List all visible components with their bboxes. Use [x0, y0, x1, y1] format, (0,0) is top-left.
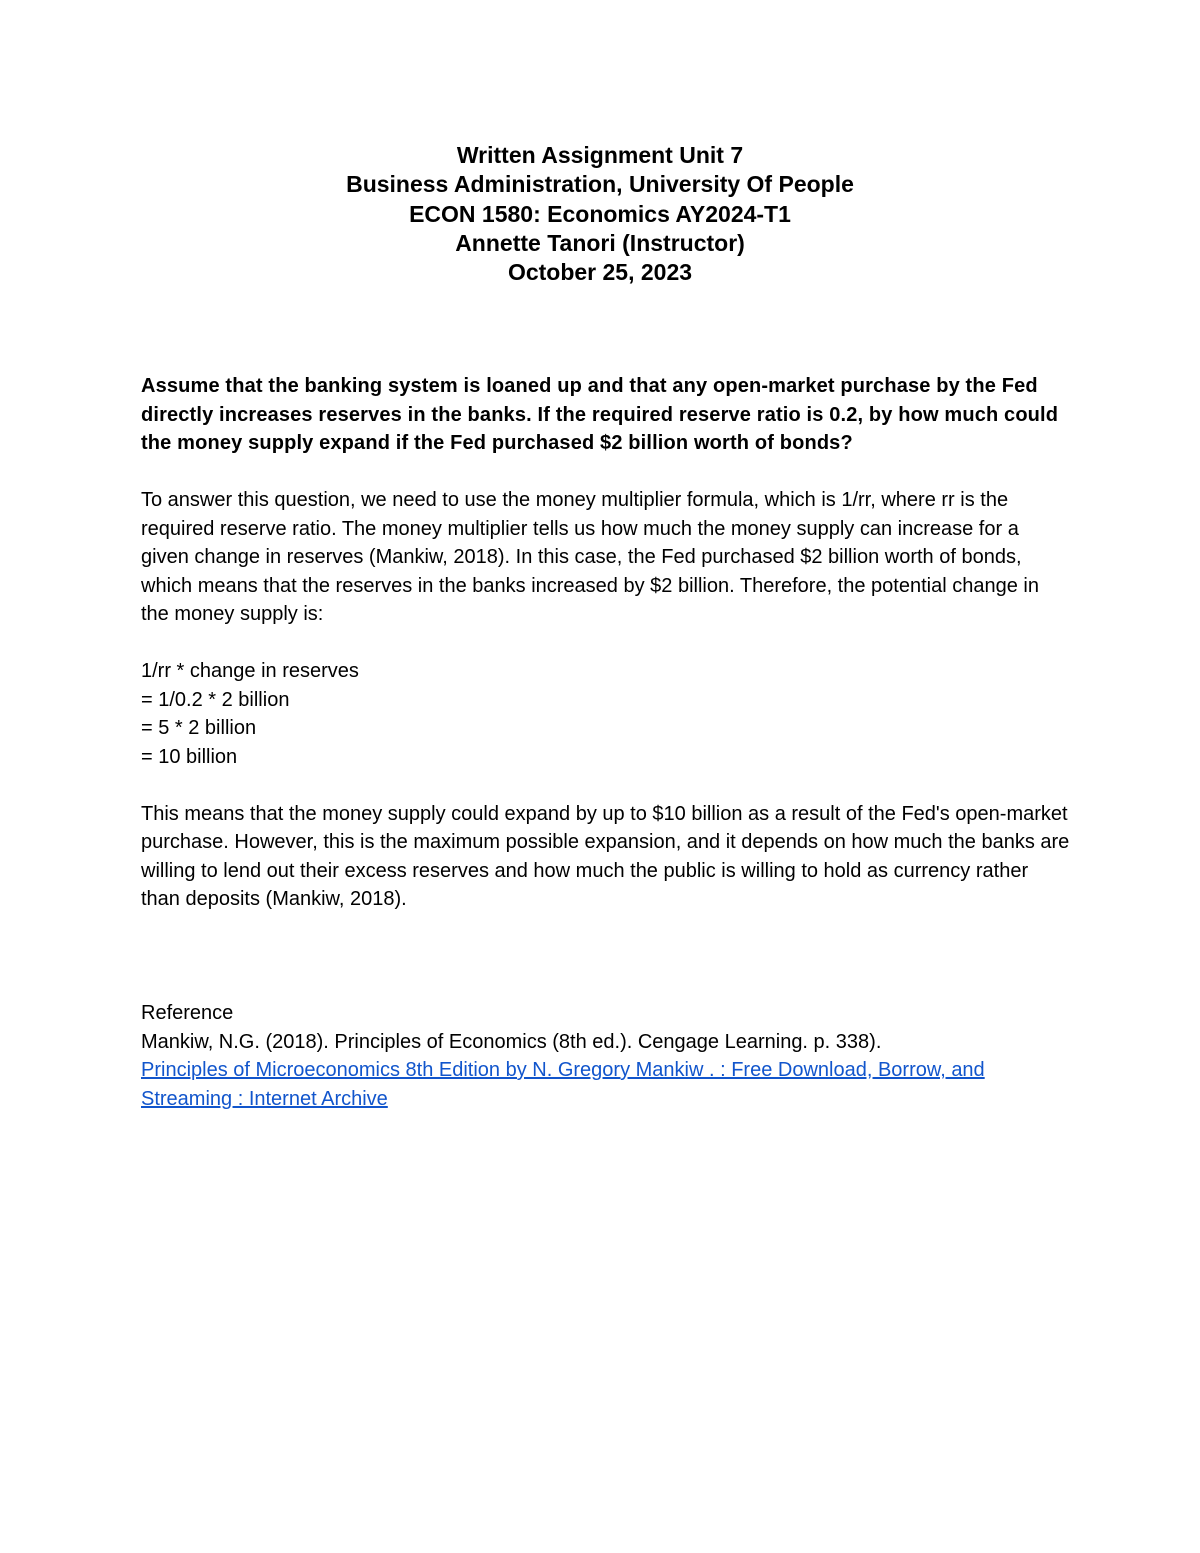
submission-date: October 25, 2023 — [507, 259, 693, 286]
calculation-line: = 1/0.2 * 2 billion — [141, 688, 290, 711]
spacer — [141, 914, 1071, 1000]
conclusion-paragraph: This means that the money supply could expand by up to $10 billion as a result of the Fed's open-market purchase. However, this is the maximum possible expansion, and it depends on how much the banks are willing to lend out their excess reserves and how much the public is willing to hold as currency rather than deposits (Mankiw, 2018). — [141, 802, 1070, 910]
calculation-block — [141, 657, 1071, 771]
calculation-line: = 10 billion — [141, 745, 238, 768]
calculation-line: = 5 * 2 billion — [141, 717, 257, 739]
assignment-title: Written Assignment Unit 7 — [456, 142, 744, 168]
answer-intro-paragraph: To answer this question, we need to use the money multiplier formula, which is 1/rr, where rr is the required reserve ratio. The money multiplier tells us how much the money supply can increase for a given change in reserves (Mankiw, 2018). In this case, the Fed purchased $2 billion worth of bonds, which means that the reserves in the banks increased by $2 billion. Therefore, the potential change in the money supply is: — [141, 489, 1039, 625]
reference-citation: Mankiw, N.G. (2018). Principles of Economics (8th ed.). Cengage Learning. p. 338). — [141, 1030, 882, 1053]
instructor-name: Annette Tanori (Instructor) — [455, 229, 745, 256]
document-body — [141, 372, 1071, 1113]
spacer — [141, 458, 1071, 487]
question-paragraph: Assume that the banking system is loaned up and that any open-market purchase by the Fed directly increases reserves in the banks. If the required reserve ratio is 0.2, by how much could the money supply expand if the Fed purchased $2 billion worth of bonds? — [141, 375, 1059, 454]
spacer — [141, 771, 1071, 800]
course-name: ECON 1580: Economics AY2024-T1 — [409, 200, 791, 227]
reference-section — [141, 999, 1071, 1113]
spacer — [141, 629, 1071, 658]
calculation-line: 1/rr * change in reserves — [141, 660, 359, 682]
reference-heading: Reference — [141, 1002, 234, 1024]
title-block — [0, 141, 1200, 287]
reference-link[interactable]: Principles of Microeconomics 8th Edition by N. Gregory Mankiw . : Free Download, Borrow, and Streaming : Internet Archive — [141, 1059, 985, 1110]
program-name: Business Administration, University Of People — [346, 171, 854, 198]
